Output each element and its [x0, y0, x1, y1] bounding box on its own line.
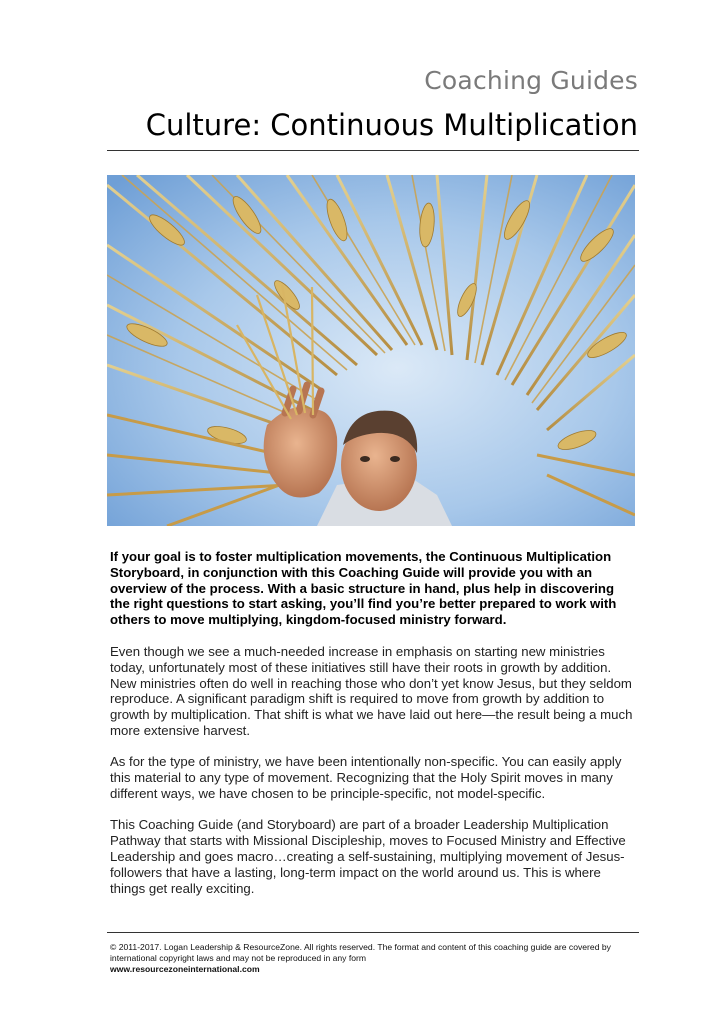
copyright-notice: © 2011-2017. Logan Leadership & ResourceZone. All rights reserved. The format and content of this coaching guide are covered by international copyright laws and may not be reproduced in any form — [110, 942, 611, 963]
wheat-field-illustration — [107, 175, 635, 526]
body-paragraph-3: This Coaching Guide (and Storyboard) are part of a broader Leadership Multiplication Pathway that starts with Missional Discipleship, moves to Focused Ministry and Effective Leadership and goes macro…creating a self-sustaining, multiplying movement of Jesus-followers that have a lasting, long-term impact on the world around us. This is where things get really exciting. — [110, 817, 626, 896]
body-paragraph-1: Even though we see a much-needed increase in emphasis on starting new ministries today, unfortunately most of these initiatives still have their roots in growth by addition. New ministries often do well in reaching those who don’t yet know Jesus, but they seldom reproduce. A significant paradigm shift is required to move from growth by addition to growth by multiplication. That shift is what we have laid out here—the result being a much more extensive harvest. — [110, 643, 633, 738]
lead-paragraph: If your goal is to foster multiplication movements, the Continuous Multiplication Storyboard, in conjunction with this Coaching Guide will provide you with an overview of the process. With a basic structure in hand, plus help in discovering the right questions to start asking, you’ll find you’re better prepared to work with others to move multiplying, kingdom-focused ministry forward. — [110, 549, 617, 628]
footer — [110, 942, 640, 975]
page-title: Culture: Continuous Multiplication — [145, 108, 638, 142]
body-paragraph-2: As for the type of ministry, we have been intentionally non-specific. You can easily apply this material to any type of movement. Recognizing that the Holy Spirit moves in many different ways, we have chosen to be principle-specific, not model-specific. — [110, 754, 622, 801]
intro-content — [110, 549, 634, 912]
hero-photo — [107, 175, 635, 526]
footer-divider — [107, 932, 639, 933]
website-link[interactable]: www.resourcezoneinternational.com — [110, 964, 260, 974]
series-label: Coaching Guides — [424, 66, 638, 95]
title-divider — [107, 150, 639, 151]
